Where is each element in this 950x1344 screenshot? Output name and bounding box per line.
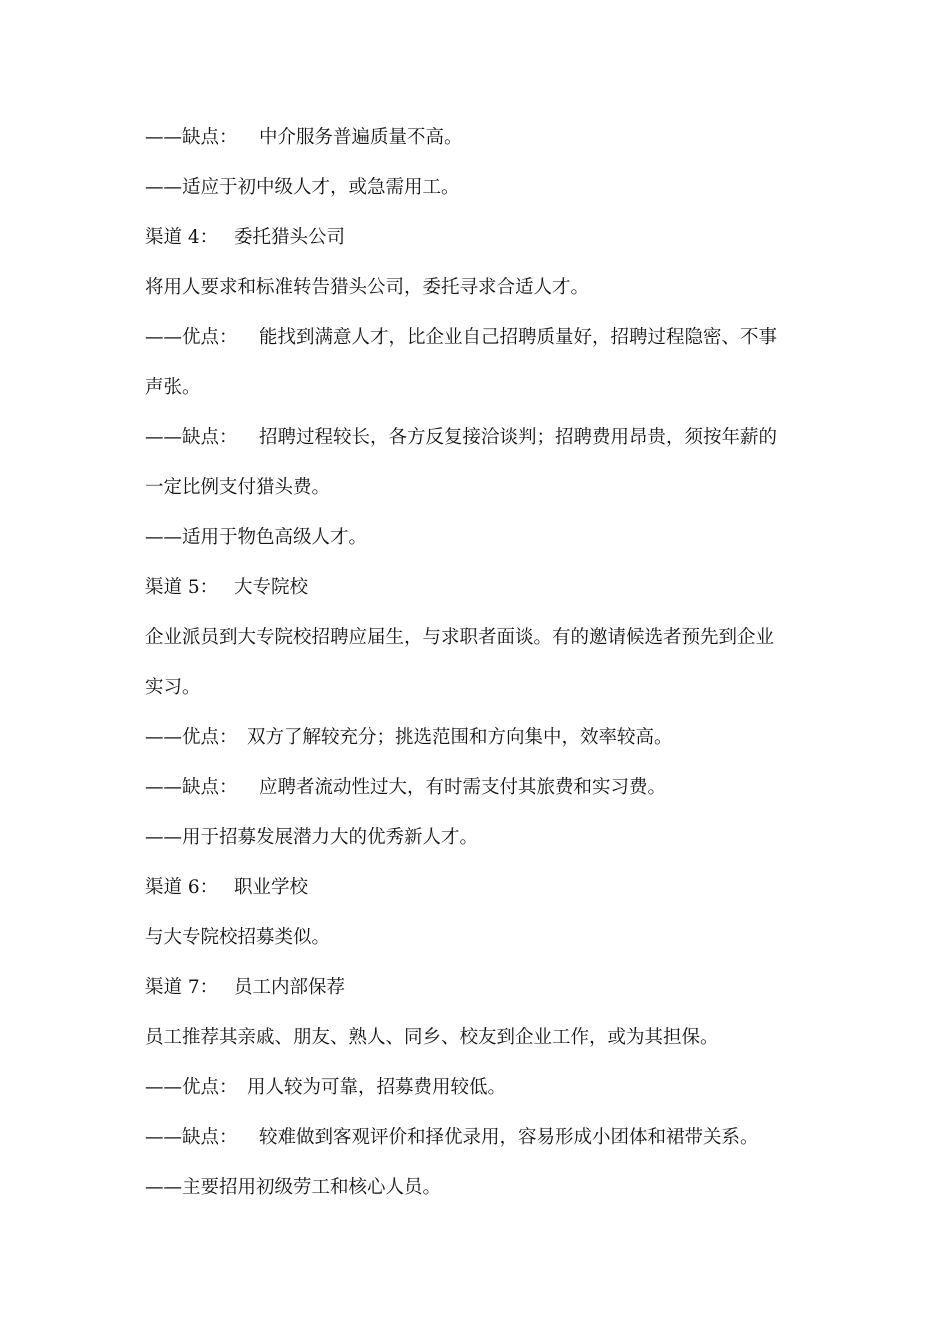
line-22 bbox=[145, 1176, 441, 1200]
line-21 bbox=[145, 1126, 759, 1150]
line-17 bbox=[145, 926, 330, 950]
line-14 bbox=[145, 776, 666, 800]
line-label: ——优点： bbox=[145, 327, 238, 348]
line-3 bbox=[145, 226, 345, 250]
line-2 bbox=[145, 176, 460, 200]
line-12 bbox=[145, 676, 201, 700]
line-text: 大专院校 bbox=[234, 577, 309, 598]
line-text: 较难做到客观评价和择优录用，容易形成小团体和裙带关系。 bbox=[259, 1127, 759, 1148]
line-text: 一定比例支付猎头费。 bbox=[145, 477, 331, 498]
line-text: 能找到满意人才，比企业自己招聘质量好，招聘过程隐密、不事 bbox=[259, 327, 778, 348]
line-label: 渠道 4： bbox=[145, 227, 219, 248]
line-text: 应聘者流动性过大，有时需支付其旅费和实习费。 bbox=[259, 777, 667, 798]
line-text: 委托猎头公司 bbox=[234, 227, 346, 248]
line-label: ——缺点： bbox=[145, 777, 238, 798]
line-text: 与大专院校招募类似。 bbox=[145, 927, 331, 948]
line-label: ——缺点： bbox=[145, 127, 238, 148]
line-text: 员工内部保荐 bbox=[234, 977, 346, 998]
line-text: 实习。 bbox=[145, 677, 201, 698]
line-text: 声张。 bbox=[145, 377, 201, 398]
line-text: ——适用于物色高级人才。 bbox=[145, 527, 368, 548]
line-text: 招聘过程较长，各方反复接洽谈判；招聘费用昂贵，须按年薪的 bbox=[259, 427, 778, 448]
line-8 bbox=[145, 476, 330, 500]
line-15 bbox=[145, 826, 478, 850]
line-text: 将用人要求和标准转告猎头公司，委托寻求合适人才。 bbox=[145, 277, 590, 298]
line-18 bbox=[145, 976, 345, 1000]
line-16 bbox=[145, 876, 308, 900]
line-label: 渠道 6： bbox=[145, 877, 219, 898]
line-5 bbox=[145, 326, 777, 350]
line-7 bbox=[145, 426, 777, 450]
line-label: ——缺点： bbox=[145, 1127, 238, 1148]
line-19 bbox=[145, 1026, 719, 1050]
line-label: 渠道 7： bbox=[145, 977, 219, 998]
line-text: 企业派员到大专院校招聘应届生，与求职者面谈。有的邀请候选者预先到企业 bbox=[145, 627, 775, 648]
line-1 bbox=[145, 126, 463, 150]
line-13 bbox=[145, 726, 673, 750]
line-6 bbox=[145, 376, 201, 400]
line-9 bbox=[145, 526, 367, 550]
line-label: ——优点： bbox=[145, 727, 238, 748]
line-label: 渠道 5： bbox=[145, 577, 219, 598]
line-text: ——主要招用初级劳工和核心人员。 bbox=[145, 1177, 442, 1198]
line-text: 中介服务普遍质量不高。 bbox=[259, 127, 463, 148]
line-text: 职业学校 bbox=[234, 877, 309, 898]
line-text: ——用于招募发展潜力大的优秀新人才。 bbox=[145, 827, 479, 848]
line-4 bbox=[145, 276, 589, 300]
line-text: ——适应于初中级人才，或急需用工。 bbox=[145, 177, 460, 198]
line-text: 员工推荐其亲戚、朋友、熟人、同乡、校友到企业工作，或为其担保。 bbox=[145, 1027, 719, 1048]
line-text: 用人较为可靠，招募费用较低。 bbox=[247, 1077, 507, 1098]
line-11 bbox=[145, 626, 774, 650]
line-20 bbox=[145, 1076, 506, 1100]
line-label: ——缺点： bbox=[145, 427, 238, 448]
line-text: 双方了解较充分；挑选范围和方向集中，效率较高。 bbox=[247, 727, 673, 748]
line-label: ——优点： bbox=[145, 1077, 238, 1098]
line-10 bbox=[145, 576, 308, 600]
